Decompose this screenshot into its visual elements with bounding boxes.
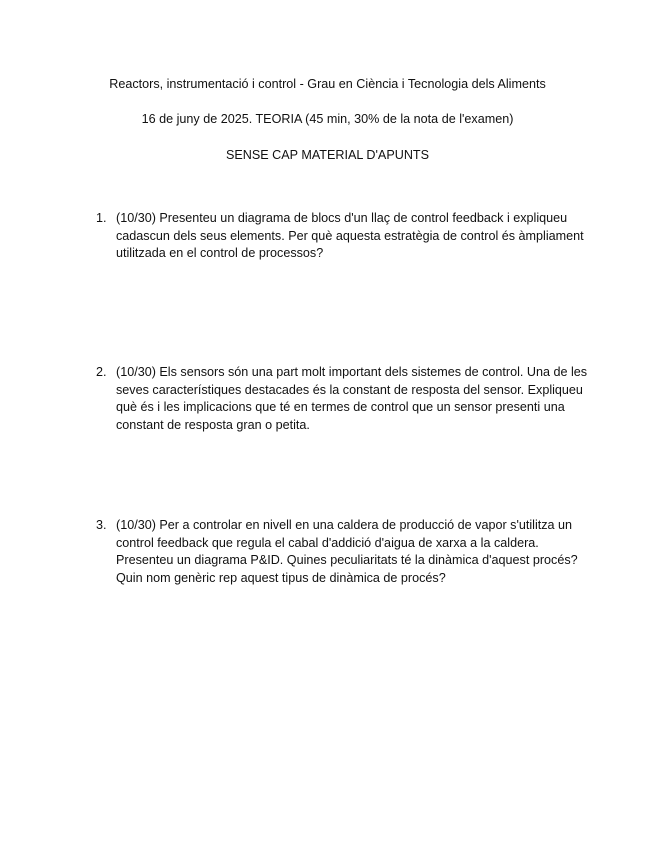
exam-date-info: 16 de juny de 2025. TEORIA (45 min, 30% de la nota de l'examen): [141, 112, 514, 126]
exam-title: Reactors, instrumentació i control - Grau en Ciència i Tecnologia dels Aliments: [109, 77, 546, 91]
question-text: (10/30) Els sensors són una part molt important dels sistemes de control. Una de les seves característiques destacades és la constant de resposta del sensor. Expliqueu què és i les implicacions que té en termes de control que un sensor presenti una constant de resposta gran o petita.: [116, 365, 588, 432]
question-text: (10/30) Per a controlar en nivell en una caldera de producció de vapor s'utilitza un control feedback que regula el cabal d'addició d'aigua de xarxa a la caldera. Presenteu un diagrama P&ID. Quines peculiaritats té la dinàmica d'aquest procés? Quin nom genèric rep aquest tipus de dinàmica de procés?: [116, 518, 578, 585]
exam-notice: SENSE CAP MATERIAL D'APUNTS: [225, 148, 430, 162]
question-1: [96, 210, 596, 263]
question-3: [96, 517, 596, 587]
question-text: (10/30) Presenteu un diagrama de blocs d'un llaç de control feedback i expliqueu cadascun dels seus elements. Per què aquesta estratègia de control és àmpliament utilitzada en el control de processos?: [116, 211, 584, 260]
question-number: 3.: [96, 518, 107, 532]
question-number: 1.: [96, 211, 107, 225]
question-number: 2.: [96, 365, 107, 379]
question-2: [96, 364, 596, 434]
